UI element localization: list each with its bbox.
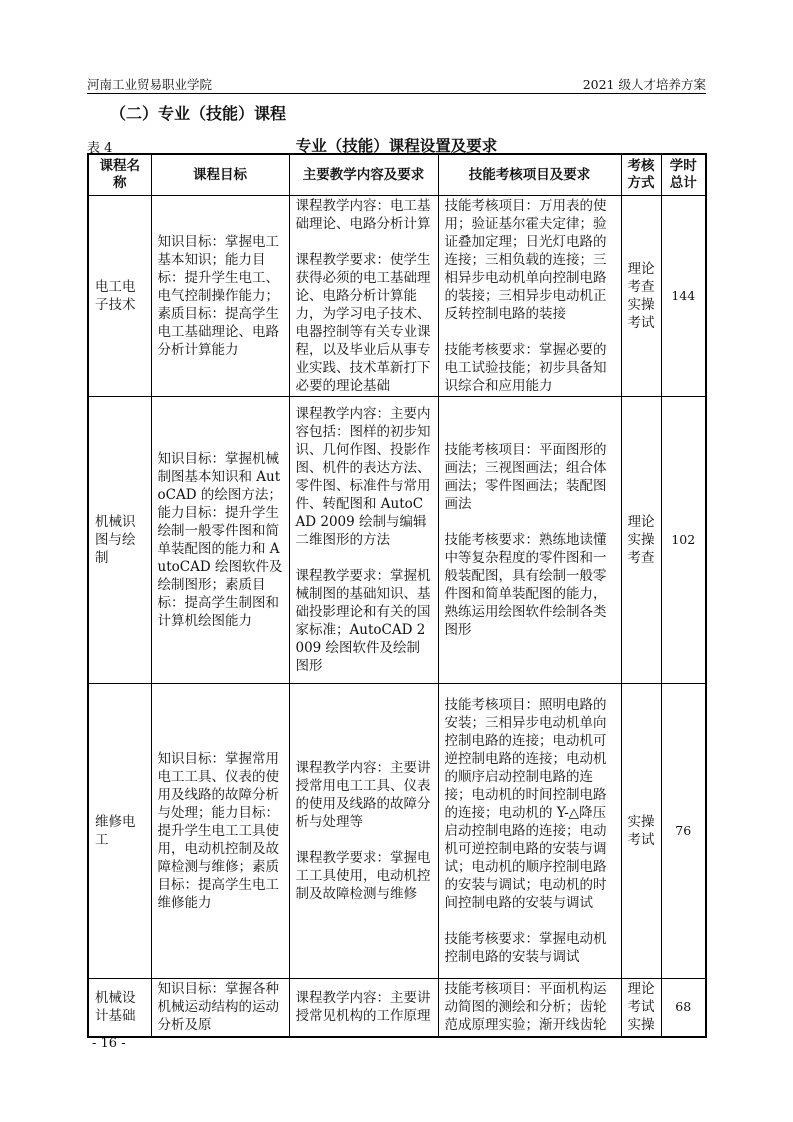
course-goal-cell (151, 397, 289, 684)
column-header: 考核方式 (621, 154, 661, 196)
paragraph: 技能考核要求：掌握必要的电工试验技能；初步具备知识综合和应用能力 (444, 342, 607, 394)
exam-method-cell (621, 979, 661, 1037)
course-name-cell (88, 684, 151, 979)
course-name-cell (88, 196, 151, 397)
paragraph: 课程教学内容：主要内容包括：图样的初步知识、几何作图、投影作图、机件的表达方法、零件图、标准件与常用件、转配图和 AutoCAD 2009 绘制与编辑二维图形的方法 (295, 406, 431, 548)
course-name: 电工电子技术 (95, 279, 136, 313)
course-name-cell (88, 397, 151, 684)
course-name: 机械识图与绘制 (95, 514, 136, 566)
paragraph: 知识目标：掌握各种机械运动结构的运动分析及原 (157, 981, 279, 1034)
paragraph: 课程教学内容：主要讲授常见机构的工作原理 (295, 990, 431, 1025)
course-name: 维修电工 (95, 814, 136, 848)
table-number: 表 4 (87, 141, 113, 156)
table-row (88, 684, 706, 979)
exam-method-cell (621, 397, 661, 684)
total-hours: 68 (675, 999, 692, 1015)
skill-assessment-cell (438, 684, 621, 979)
course-content-cell (289, 397, 438, 684)
exam-method: 实操考试 (627, 814, 655, 848)
exam-method: 理论实操考查 (627, 514, 655, 566)
table-row (88, 196, 706, 397)
header-institution: 河南工业贸易职业学院 (87, 77, 213, 92)
column-header: 课程名称 (88, 154, 151, 196)
course-content-cell (289, 979, 438, 1037)
page-number: - 16 - (92, 1036, 126, 1051)
skill-assessment-cell (438, 397, 621, 684)
total-hours: 144 (671, 288, 696, 303)
table-header-row (88, 154, 706, 196)
paragraph: 课程教学内容：电工基础理论、电路分析计算 (295, 198, 431, 232)
total-hours-cell (661, 196, 706, 397)
exam-method-cell (621, 196, 661, 397)
paragraph: 技能考核要求：掌握电动机控制电路的安装与调试 (444, 931, 607, 965)
paragraph: 技能考核项目：平面图形的画法；三视图画法；组合体画法；零件图画法；装配图画法 (444, 442, 607, 512)
paragraph: 技能考核要求：熟练地读懂中等复杂程度的零件图和一般装配图，具有绘制一般零件图和简单装配图的能力，熟练运用绘图软件绘制各类图形 (444, 532, 607, 638)
paragraph: 课程教学要求：使学生获得必须的电工基础理论、电路分析计算能力，为学习电子技术、电器控制等有关专业课程，以及毕业后从事专业实践、技术革新打下必要的理论基础 (295, 252, 431, 394)
course-name-cell (88, 979, 151, 1037)
total-hours-cell (661, 397, 706, 684)
paragraph: 技能考核项目：平面机构运动简图的测绘和分析；齿轮范成原理实验；渐开线齿轮 (444, 981, 607, 1034)
course-content-cell (289, 196, 438, 397)
table-row (88, 979, 706, 1037)
paragraph: 技能考核项目：万用表的使用；验证基尔霍夫定律；验证叠加定理；日光灯电路的连接；三相负载的连接；三相异步电动机单向控制电路的装接；三相异步电动机正反转控制电路的装接 (444, 198, 607, 322)
paragraph: 知识目标：掌握常用电工工具、仪表的使用及线路的故障分析与处理；能力目标：提升学生电工工具使用，电动机控制及故障检测与维修；素质目标：提高学生电工维修能力 (157, 751, 279, 911)
course-goal-cell (151, 196, 289, 397)
column-header: 技能考核项目及要求 (438, 154, 621, 196)
course-content-cell (289, 684, 438, 979)
course-name: 机械设计基础 (95, 990, 136, 1025)
total-hours-cell (661, 684, 706, 979)
exam-method: 理论考查实操考试 (627, 261, 655, 331)
column-header: 主要教学内容及要求 (289, 154, 438, 196)
page-header (87, 74, 706, 94)
column-header: 课程目标 (151, 154, 289, 196)
header-document-title: 2021 级人才培养方案 (582, 77, 706, 92)
table-title: 专业（技能）课程设置及要求 (295, 136, 498, 155)
paragraph: 知识目标：掌握电工基本知识；能力目标：提升学生电工、电气控制操作能力；素质目标：提高学生电工基础理论、电路分析计算能力 (157, 234, 279, 358)
exam-method: 理论考试实操 (627, 981, 655, 1034)
table-row (88, 397, 706, 684)
total-hours: 76 (675, 823, 692, 838)
paragraph: 技能考核项目：照明电路的安装；三相异步电动机单向控制电路的连接；电动机可逆控制电路的连接；电动机的顺序启动控制电路的连接；电动机的时间控制电路的连接；电动机的 Y-△降压启动控制电路的连接；电动机可逆控制电路的安装与调试；电动机的顺序控制电路的安装与调试；电动机的时间控制电路的安装与调试 (444, 697, 607, 911)
course-goal-cell (151, 684, 289, 979)
skill-assessment-cell (438, 979, 621, 1037)
paragraph: 课程教学要求：掌握机械制图的基础知识、基础投影理论和有关的国家标准；AutoCAD 2009 绘图软件及绘制图形 (295, 568, 431, 674)
section-title: （二）专业（技能）课程 (110, 104, 287, 123)
paragraph: 课程教学要求：掌握电工工具使用，电动机控制及故障检测与维修 (295, 850, 431, 902)
total-hours-cell (661, 979, 706, 1037)
skill-assessment-cell (438, 196, 621, 397)
exam-method-cell (621, 684, 661, 979)
paragraph: 课程教学内容：主要讲授常用电工工具、仪表的使用及线路的故障分析与处理等 (295, 760, 431, 830)
column-header: 学时总计 (661, 154, 706, 196)
total-hours: 102 (671, 532, 696, 547)
paragraph: 知识目标：掌握机械制图基本知识和 AutoCAD 的绘图方法；能力目标：提升学生绘制一般零件图和简单装配图的能力和 AutoCAD 绘图软件及绘制图形；素质目标：提高学生制图和计算机绘图能力 (157, 451, 283, 629)
course-goal-cell (151, 979, 289, 1037)
course-table (87, 153, 707, 1038)
